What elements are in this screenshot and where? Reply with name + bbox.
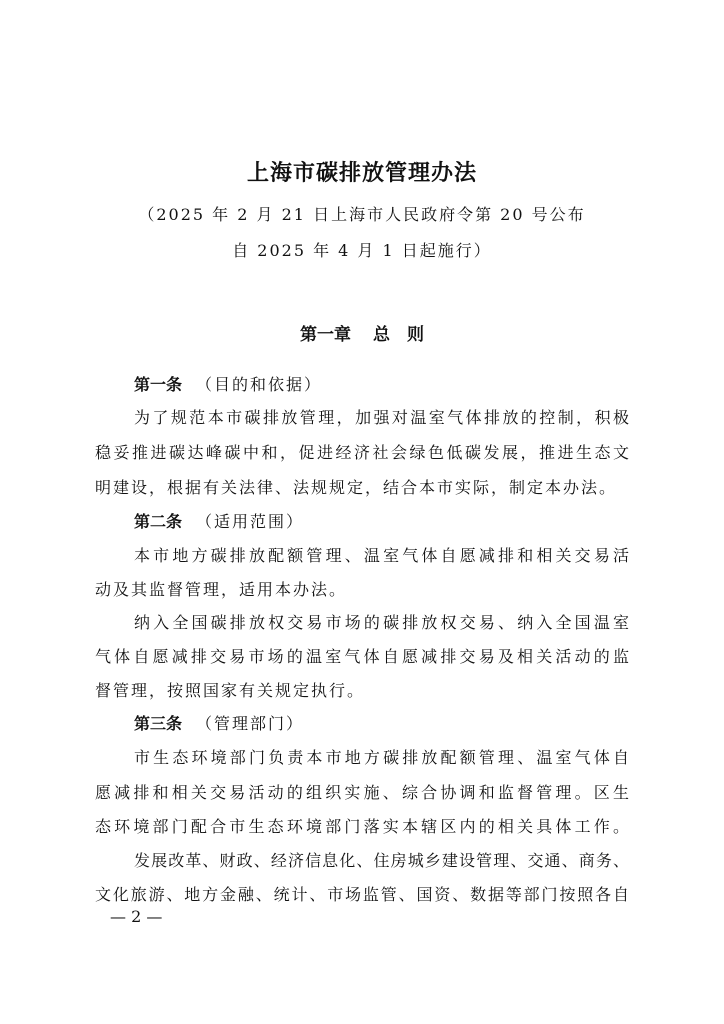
article-topic: （适用范围） xyxy=(196,512,305,531)
paragraph-line: 态环境部门配合市生态环境部门落实本辖区内的相关具体工作。 xyxy=(95,817,629,836)
chapter-number: 第一章 xyxy=(300,325,352,345)
article-number: 第二条 xyxy=(134,512,183,531)
paragraph-line: 明建设，根据有关法律、法规规定，结合本市实际，制定本办法。 xyxy=(95,478,618,497)
paragraph-line: 市生态环境部门负责本市地方碳排放配额管理、温室气体自 xyxy=(134,748,629,767)
article-3-heading xyxy=(134,711,304,734)
article-2-heading xyxy=(134,509,304,532)
article-number: 第三条 xyxy=(134,714,183,733)
subtitle-line-2: 自 2025 年 4 月 1 日起施行） xyxy=(232,241,492,260)
paragraph-line: 督管理，按照国家有关规定执行。 xyxy=(95,681,366,700)
paragraph-line: 文化旅游、地方金融、统计、市场监管、国资、数据等部门按照各自 xyxy=(95,885,629,904)
article-1-heading xyxy=(134,372,322,395)
paragraph-line: 为了规范本市碳排放管理，加强对温室气体排放的控制，积极 xyxy=(134,408,629,427)
paragraph-line: 发展改革、财政、经济信息化、住房城乡建设管理、交通、商务、 xyxy=(134,851,629,870)
paragraph-line: 纳入全国碳排放权交易市场的碳排放权交易、纳入全国温室 xyxy=(134,613,629,632)
paragraph-line: 愿减排和相关交易活动的组织实施、综合协调和监督管理。区生 xyxy=(95,783,629,802)
chapter-heading xyxy=(0,320,724,345)
article-topic: （目的和依据） xyxy=(196,375,323,394)
subtitle-line-1: （2025 年 2 月 21 日上海市人民政府令第 20 号公布 xyxy=(138,205,586,224)
page-number: — 2 — xyxy=(110,907,163,926)
paragraph-line: 稳妥推进碳达峰碳中和，促进经济社会绿色低碳发展，推进生态文 xyxy=(95,443,629,462)
chapter-name: 总 则 xyxy=(372,325,424,345)
paragraph-line: 动及其监督管理，适用本办法。 xyxy=(95,580,348,599)
paragraph-line: 气体自愿减排交易市场的温室气体自愿减排交易及相关活动的监 xyxy=(95,647,629,666)
paragraph-line: 本市地方碳排放配额管理、温室气体自愿减排和相关交易活 xyxy=(134,546,629,565)
article-number: 第一条 xyxy=(134,375,183,394)
article-topic: （管理部门） xyxy=(196,714,305,733)
document-title: 上海市碳排放管理办法 xyxy=(246,160,477,186)
